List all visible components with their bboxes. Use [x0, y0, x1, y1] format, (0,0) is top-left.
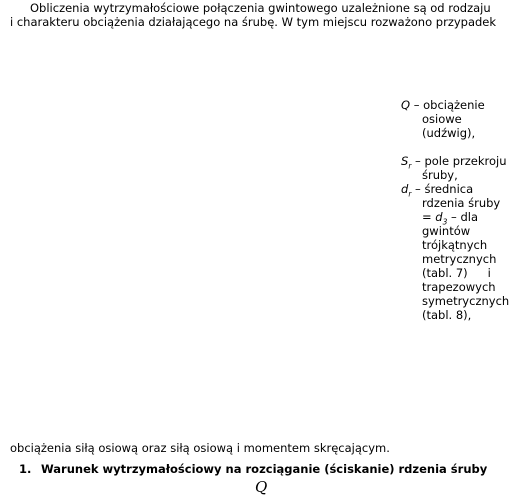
definition-q-line: (udźwig),	[422, 126, 476, 140]
definition-sr-text: – pole przekroju	[411, 154, 507, 168]
symbol-dr: $d_r$	[401, 182, 412, 199]
definition-dr	[401, 182, 523, 322]
definition-dr-line: trapezowych	[422, 280, 496, 294]
definition-dr-text: – średnica	[411, 182, 474, 196]
definition-sr-line: śruby,	[422, 168, 458, 182]
definition-dr-line: rdzenia śruby	[422, 196, 501, 210]
definition-q	[401, 98, 523, 140]
definition-dr-line: (tabl. 8),	[422, 308, 472, 322]
section-number: 1.	[19, 462, 32, 476]
intro-line-2: i charakteru obciążenia działającego na śrubę. W tym miejscu rozważono przypadek	[10, 15, 497, 29]
definition-q-text: – obciążenie	[410, 98, 485, 112]
definition-sr	[401, 154, 523, 182]
definition-dr-line: symetrycznych	[422, 294, 510, 308]
definition-dr-line: metrycznych	[422, 252, 497, 266]
section-heading	[19, 462, 487, 476]
definition-dr-head	[401, 182, 523, 199]
symbol-d3: $d_3$	[435, 210, 448, 227]
definition-dr-line: (tabl. 7) i	[422, 266, 491, 280]
definition-q-head	[401, 98, 523, 112]
formula-numerator: Q	[255, 478, 268, 496]
outro-line: obciążenia siłą osiową oraz siłą osiową i momentem skręcającym.	[10, 441, 390, 455]
definition-q-line: osiowe	[422, 112, 462, 126]
definition-dr-line: = $d_3$ – dla	[422, 210, 478, 227]
symbol-q: Q	[401, 98, 411, 112]
symbol-sr: $S_r$	[401, 154, 412, 171]
definition-dr-line: gwintów	[422, 224, 471, 238]
section-title: Warunek wytrzymałościowy na rozciąganie (ściskanie) rdzenia śruby	[41, 462, 488, 476]
definition-sr-head	[401, 154, 523, 171]
definition-dr-line: trójkątnych	[422, 238, 488, 252]
intro-line-1: Obliczenia wytrzymałościowe połączenia gwintowego uzależnione są od rodzaju	[30, 1, 491, 15]
